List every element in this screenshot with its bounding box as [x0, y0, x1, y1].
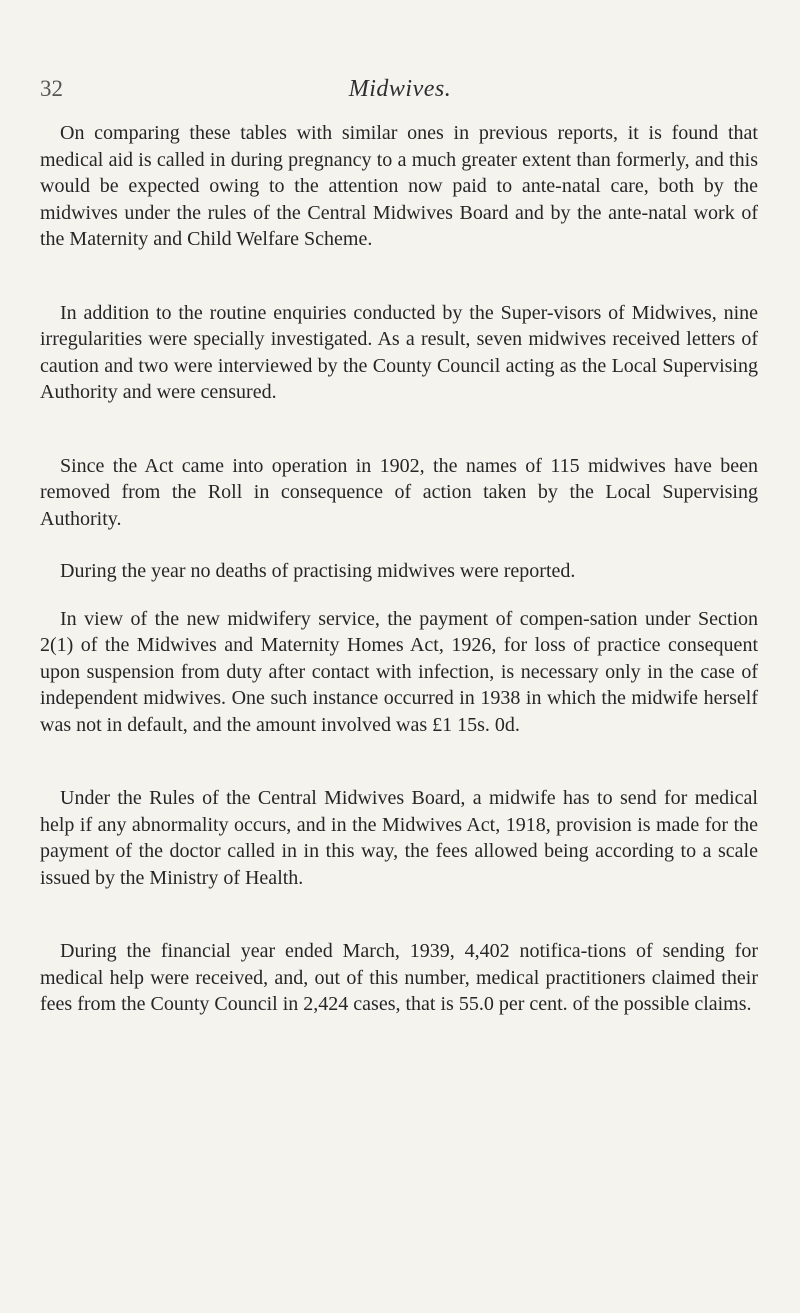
body-text	[40, 120, 758, 1018]
paragraph-irregularities: In addition to the routine enquiries conducted by the Super-visors of Midwives, nine irregularities were specially investigated. As a result, seven midwives received letters of caution and two were interviewed by the County Council acting as the Local Supervising Authority and were censured.	[40, 301, 758, 403]
page-header	[40, 76, 760, 106]
paragraph-removals-from-roll: Since the Act came into operation in 1902, the names of 115 midwives have been removed from the Roll in consequence of action taken by the Local Supervising Authority.	[40, 454, 758, 530]
paragraph-antenatal-care: On comparing these tables with similar ones in previous reports, it is found that medical aid is called in during pregnancy to a much greater extent than formerly, and this would be expected owing to the attention now paid to ante-natal care, both by the midwives under the rules of the Central Midwives Board and by the ante-natal work of the Maternity and Child Welfare Scheme.	[40, 122, 758, 250]
running-title: Midwives.	[348, 76, 452, 102]
paragraph-compensation: In view of the new midwifery service, the payment of compen-sation under Section 2(1) of the Midwives and Maternity Homes Act, 1926, for loss of practice consequent upon suspension from duty after contact with infection, is necessary only in the case of independent midwives. One such instance occurred in 1938 in which the midwife herself was not in default, and the amount involved was £1 15s. 0d.	[40, 607, 758, 736]
page-number: 32	[40, 76, 63, 101]
paragraph-deaths: During the year no deaths of practising midwives were reported.	[60, 560, 576, 582]
paragraph-notifications: During the financial year ended March, 1939, 4,402 notifica-tions of sending for medical help were received, and, out of this number, medical practitioners claimed their fees from the County Council in 2,424 cases, that is 55.0 per cent. of the possible claims.	[40, 940, 758, 1015]
paragraph-medical-help-rules: Under the Rules of the Central Midwives Board, a midwife has to send for medical help if any abnormality occurs, and in the Midwives Act, 1918, provision is made for the payment of the doctor called in in this way, the fees allowed being according to a scale issued by the Ministry of Health.	[40, 787, 758, 889]
